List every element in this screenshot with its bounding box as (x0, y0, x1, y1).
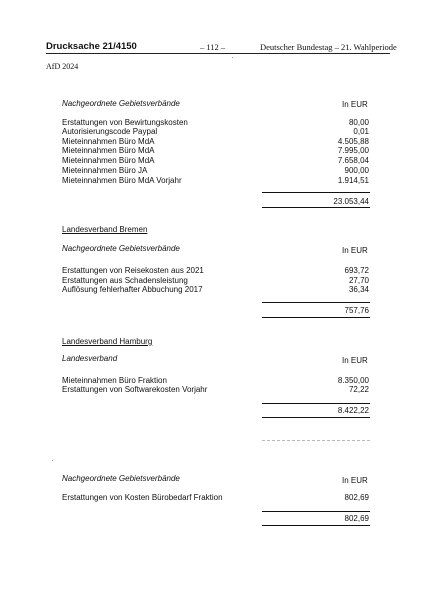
table-row (0, 493, 424, 503)
row-value: 802,69 (344, 493, 369, 502)
table-row (0, 176, 424, 186)
row-value: 8.350,00 (337, 376, 369, 385)
row-label: Mieteinnahmen Büro MdA (62, 146, 155, 155)
row-value: 7.995,00 (337, 146, 369, 155)
sum-rule (262, 511, 370, 512)
currency-label: In EUR (342, 246, 368, 255)
total-rule (262, 317, 370, 318)
table-row (0, 127, 424, 137)
row-label: Mieteinnahmen Büro MdA (62, 137, 155, 146)
row-label: Erstattungen von Kosten Bürobedarf Fraktion (62, 493, 223, 502)
row-value: 693,72 (344, 266, 369, 275)
currency-label: In EUR (342, 476, 368, 485)
row-value: 0,01 (353, 127, 369, 136)
table-row (0, 166, 424, 176)
row-label: Erstattungen von Softwarekosten Vorjahr (62, 385, 208, 394)
row-value: 4.505,88 (337, 137, 369, 146)
section-title: Landesverband Bremen (62, 225, 148, 234)
row-label: Mieteinnahmen Büro Fraktion (62, 376, 167, 385)
parliament-period: Deutscher Bundestag – 21. Wahlperiode (260, 42, 397, 52)
sum-rule (262, 192, 370, 193)
row-label: Autorisierungscode Paypal (62, 127, 158, 136)
total-rule (262, 417, 370, 418)
table-row (0, 146, 424, 156)
section-subtitle: Nachgeordnete Gebietsverbände (62, 99, 180, 108)
row-label: Mieteinnahmen Büro MdA (62, 156, 155, 165)
section-title: Landesverband Hamburg (62, 337, 153, 346)
table-row (0, 385, 424, 395)
row-label: Erstattungen aus Schadensleistung (62, 276, 188, 285)
section-total: 8.422,22 (337, 406, 369, 415)
row-value: 7.658,04 (337, 156, 369, 165)
row-value: 900,00 (344, 166, 369, 175)
row-value: 80,00 (348, 118, 369, 127)
section-total: 757,76 (344, 306, 369, 315)
total-rule (262, 525, 370, 526)
document-number: Drucksache 21/4150 (46, 41, 137, 52)
row-value: 36,34 (348, 285, 369, 294)
row-label: Auflösung fehlerhafter Abbuchung 2017 (62, 285, 203, 294)
row-value: 72,22 (348, 385, 369, 394)
currency-label: In EUR (342, 356, 368, 365)
section-subtitle: Landesverband (62, 354, 118, 363)
row-label: Mieteinnahmen Büro MdA Vorjahr (62, 176, 182, 185)
section-total: 23.053,44 (333, 197, 369, 206)
section-total: 802,69 (344, 514, 369, 523)
currency-label: In EUR (342, 100, 368, 109)
total-rule (262, 207, 370, 208)
scan-speck (232, 57, 233, 58)
party-year: AfD 2024 (46, 62, 79, 71)
section-subtitle: Nachgeordnete Gebietsverbände (62, 244, 180, 253)
row-value: 1.914,51 (337, 176, 369, 185)
table-row (0, 285, 424, 295)
table-row (0, 266, 424, 276)
row-label: Mieteinnahmen Büro JA (62, 166, 148, 175)
row-label: Erstattungen von Reisekosten aus 2021 (62, 266, 204, 275)
table-row (0, 156, 424, 166)
page-number: – 112 – (200, 42, 226, 52)
scan-artifact-line (262, 440, 370, 441)
scan-speck (52, 460, 53, 461)
row-label: Erstattungen von Bewirtungskosten (62, 118, 188, 127)
sum-rule (262, 403, 370, 404)
sum-rule (262, 302, 370, 303)
section-subtitle: Nachgeordnete Gebietsverbände (62, 474, 180, 483)
row-value: 27,70 (348, 276, 369, 285)
header-rule (46, 53, 390, 54)
